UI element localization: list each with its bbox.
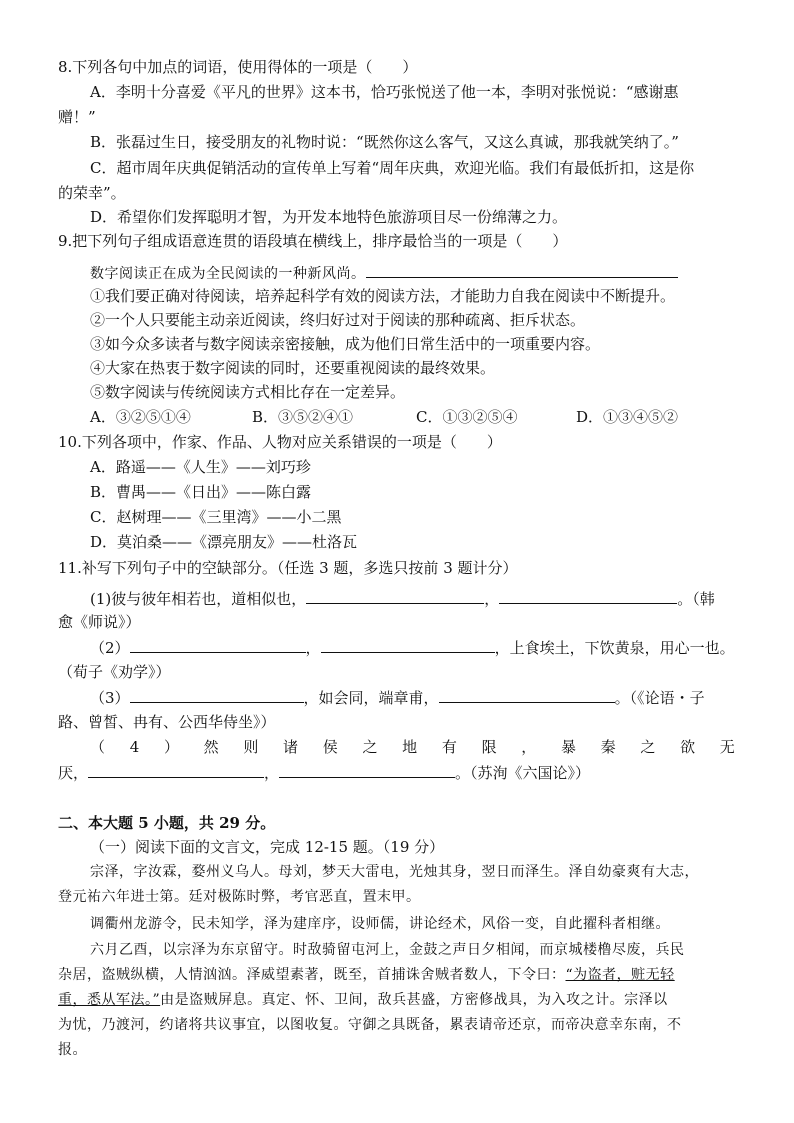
- question-11-item-3-source: 路、曾皙、冉有、公西华侍坐》）: [58, 713, 276, 731]
- item-1-end: 。（韩: [677, 590, 715, 608]
- answer-blank: [130, 637, 306, 653]
- question-9-option-d: D．①③④⑤②: [576, 408, 679, 426]
- section-2-title: 二、本大题 5 小题，共 29 分。: [58, 814, 276, 832]
- item-4-char: 地: [402, 738, 418, 756]
- question-8-option-a-cont: 赠！”: [58, 108, 96, 126]
- section-2-subtitle: （一）阅读下面的文言文，完成 12-15 题。（19 分）: [90, 838, 445, 856]
- passage-line-8: 报。: [58, 1042, 87, 1058]
- item-4-char: 然: [203, 738, 219, 756]
- question-10-stem: 10.下列各项中，作家、作品、人物对应关系错误的一项是（ ）: [58, 433, 502, 451]
- item-4-sep: ，: [264, 764, 280, 782]
- question-9-sentence-3: ③如今众多读者与数字阅读亲密接触，成为他们日常生活中的一项重要内容。: [90, 335, 601, 353]
- item-3-mid: ，如会同，端章甫，: [303, 689, 439, 707]
- item-1-text: (1)彼与彼年相若也，道相似也，: [90, 590, 307, 608]
- question-10-option-d: D．莫泊桑——《漂亮朋友》——杜洛瓦: [90, 533, 358, 551]
- question-11-item-2-source: （荀子《劝学》）: [58, 663, 171, 681]
- passage-line-7: 为忧，乃渡河，约诸将共议事宜，以图收复。守御之具既备，累表请帝还京，而帝决意幸东南，不: [58, 1017, 682, 1033]
- passage-line-4: 六月乙酉，以宗泽为东京留守。时敌骑留屯河上，金鼓之声日夕相闻，而京城楼橹尽废，兵民: [90, 942, 685, 958]
- question-9-stem: 9.把下列句子组成语意连贯的语段填在横线上，排序最恰当的一项是（ ）: [58, 232, 568, 250]
- passage-underlined: “为盗者，赃无轻: [565, 967, 675, 983]
- question-9-sentence-5: ⑤数字阅读与传统阅读方式相比存在一定差异。: [90, 383, 406, 401]
- answer-blank: [439, 687, 615, 703]
- item-4-char: 则: [243, 738, 259, 756]
- item-4-char: 之: [362, 738, 378, 756]
- question-10-option-a: A．路遥——《人生》——刘巧珍: [90, 458, 311, 476]
- item-4-char: 有: [441, 738, 457, 756]
- question-11-item-1: [90, 588, 715, 609]
- item-4-char: ，: [521, 738, 537, 756]
- item-3-num: （3）: [90, 689, 130, 707]
- item-4-char: 欲: [680, 738, 696, 756]
- item-4-char: 之: [640, 738, 656, 756]
- question-9-sentence-1: ①我们要正确对待阅读，培养起科学有效的阅读方法，才能助力自我在阅读中不断提升。: [90, 287, 676, 305]
- passage-text: 由是盗贼屏息。真定、怀、卫间，敌兵甚盛，方密修战具，为入攻之计。宗泽以: [160, 992, 668, 1008]
- passage-line-1: 宗泽，字汝霖，婺州义乌人。母刘，梦天大雷电，光烛其身，翌日而泽生。泽自幼豪爽有大志，: [90, 864, 699, 880]
- passage-line-2: 登元祐六年进士第。廷对极陈时弊，考官恶直，置末甲。: [58, 889, 421, 905]
- passage-line-5: [58, 965, 675, 985]
- answer-blank: [279, 762, 455, 778]
- question-11-item-2: [90, 637, 735, 658]
- answer-blank: [366, 262, 678, 278]
- question-11-item-1-source: 愈《师说》）: [58, 613, 141, 631]
- question-8-option-a: A．李明十分喜爱《平凡的世界》这本书，恰巧张悦送了他一本，李明对张悦说：“感谢惠: [90, 83, 679, 101]
- item-2-sep: ，: [305, 639, 321, 657]
- question-9-option-c: C．①③②⑤④: [416, 408, 518, 426]
- item-4-char: 侯: [322, 738, 338, 756]
- question-9-lead: [90, 262, 678, 284]
- question-9-option-a: A．③②⑤①④: [90, 408, 191, 426]
- answer-blank: [306, 588, 484, 604]
- answer-blank: [130, 687, 304, 703]
- passage-line-6: [58, 990, 668, 1010]
- question-8-option-c-cont: 的荣幸”。: [58, 184, 126, 202]
- question-10-option-b: B．曹禺——《日出》——陈白露: [90, 483, 312, 501]
- question-8-option-b: B．张磊过生日，接受朋友的礼物时说：“既然你这么客气，又这么真诚，那我就笑纳了。”: [90, 133, 679, 151]
- answer-blank: [88, 762, 264, 778]
- item-4-char: 诸: [283, 738, 299, 756]
- question-8-stem: 8.下列各句中加点的词语，使用得体的一项是（ ）: [58, 58, 418, 76]
- passage-line-3: 调衢州龙游令，民未知学，泽为建庠序，设师儒，讲论经术，风俗一变，自此擢科者相继。: [90, 916, 670, 932]
- question-11-stem: 11.补写下列句子中的空缺部分。（任选 3 题，多选只按前 3 题计分）: [58, 559, 518, 577]
- item-1-sep: ，: [484, 590, 500, 608]
- item-4-char: ）: [163, 738, 179, 756]
- question-9-option-b: B．③⑤②④①: [252, 408, 354, 426]
- question-11-item-4-cont: [58, 762, 590, 783]
- item-4-char: （: [90, 738, 106, 756]
- passage-text: 杂居，盗贼纵横，人情汹汹。泽威望素著，既至，首捕诛舍贼者数人，下令曰：: [58, 967, 566, 983]
- item-4-char: 暴: [560, 738, 576, 756]
- item-4-char: 4: [129, 738, 140, 756]
- question-10-option-c: C．赵树理——《三里湾》——小二黑: [90, 508, 342, 526]
- item-4-char: 秦: [600, 738, 616, 756]
- question-9-sentence-4: ④大家在热衷于数字阅读的同时，还要重视阅读的最终效果。: [90, 359, 496, 377]
- item-3-end: 。（《论语・子: [614, 689, 705, 707]
- answer-blank: [321, 637, 495, 653]
- item-2-num: （2）: [90, 639, 130, 657]
- item-4-char: 无: [719, 738, 735, 756]
- question-9-sentence-2: ②一个人只要能主动亲近阅读，终归好过对于阅读的那种疏离、拒斥状态。: [90, 311, 586, 329]
- item-4-text: 厌，: [58, 764, 89, 782]
- item-4-end: 。（苏洵《六国论》）: [455, 764, 591, 782]
- question-8-option-c: C．超市周年庆典促销活动的宣传单上写着“周年庆典，欢迎光临。我们有最低折扣，这是你: [90, 159, 695, 177]
- question-11-item-4: [90, 737, 735, 757]
- item-4-char: 限: [481, 738, 497, 756]
- item-2-end: ，上食埃土，下饮黄泉，用心一也。: [494, 639, 735, 657]
- question-9-lead-text: 数字阅读正在成为全民阅读的一种新风尚。: [90, 266, 366, 282]
- question-8-option-d: D．希望你们发挥聪明才智，为开发本地特色旅游项目尽一份绵薄之力。: [90, 208, 568, 226]
- question-11-item-3: [90, 687, 705, 708]
- passage-underlined: 重，悉从军法。”: [58, 992, 161, 1008]
- answer-blank: [499, 588, 677, 604]
